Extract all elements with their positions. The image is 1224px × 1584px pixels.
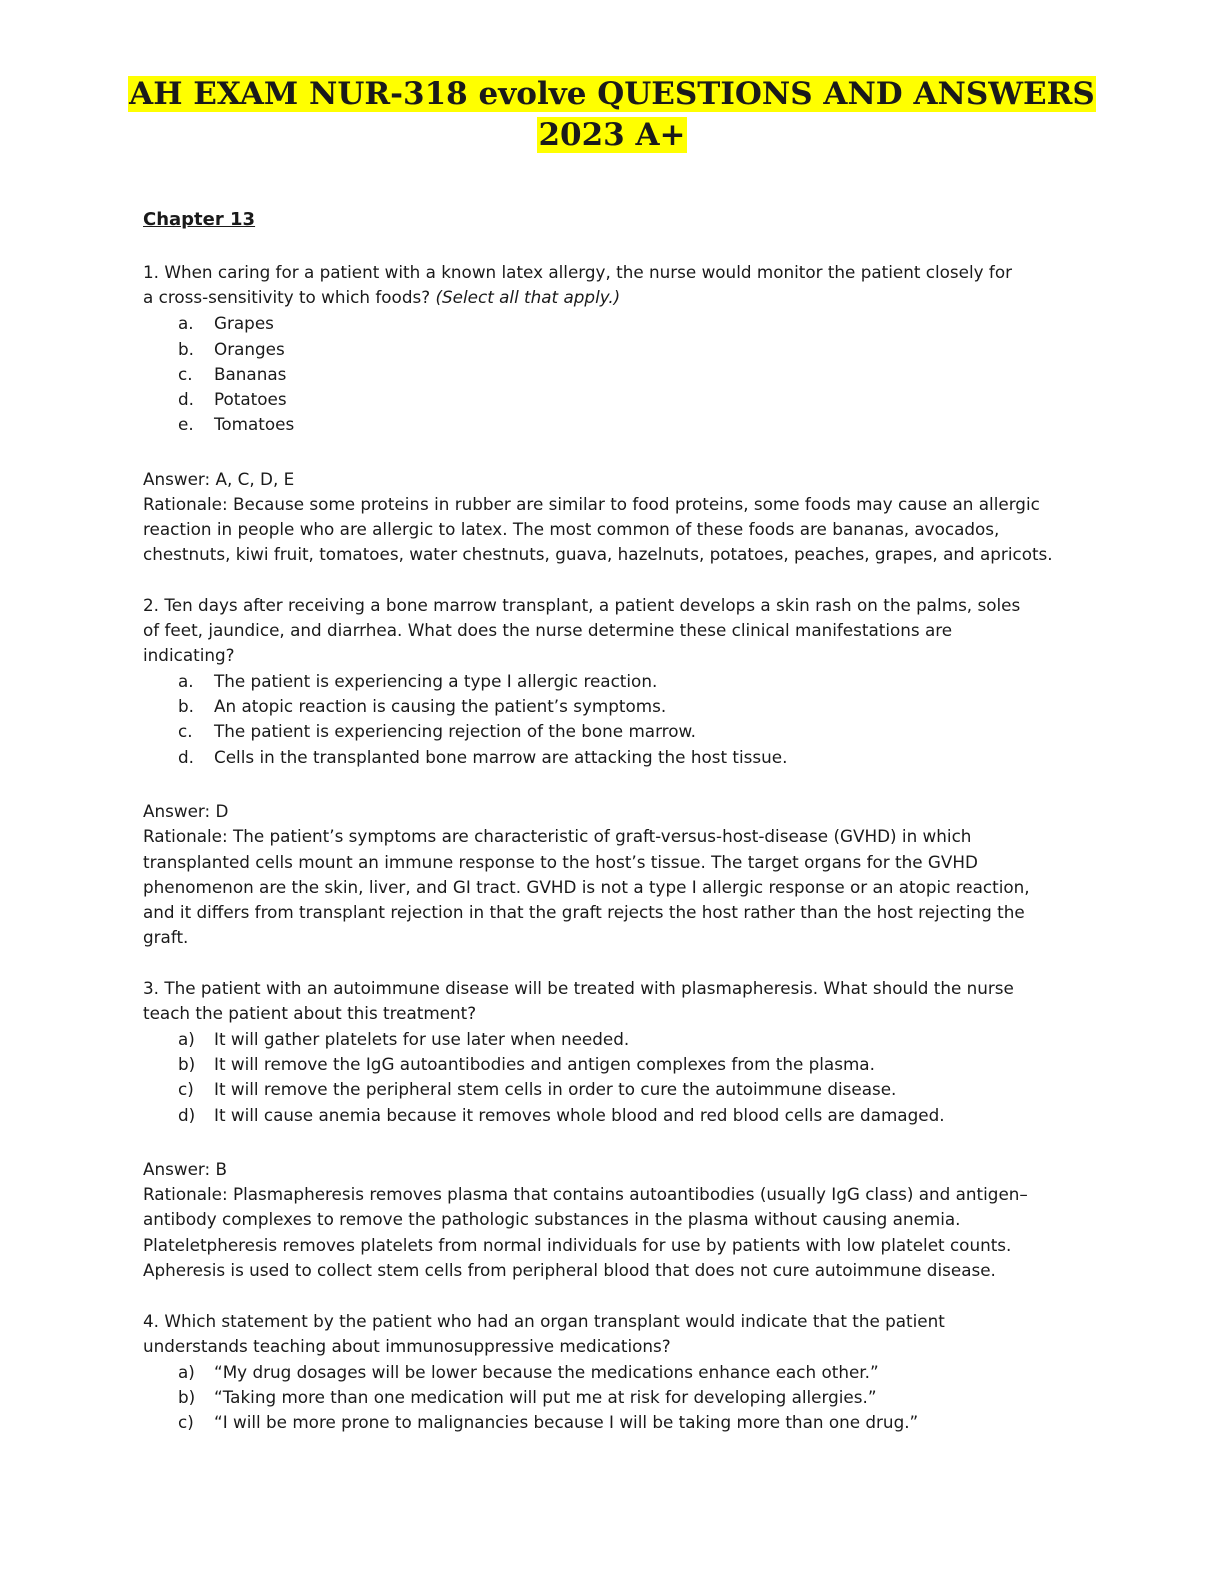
question-1-rationale-line-2: reaction in people who are allergic to latex. The most common of these foods are bananas, avocados, (143, 519, 1000, 539)
question-4-text-line-2: understands teaching about immunosuppressive medications? (143, 1336, 671, 1356)
question-2-answer: Answer: D (143, 801, 229, 821)
question-3-text-line-2: teach the patient about this treatment? (143, 1003, 477, 1023)
question-3-rationale-line-2: antibody complexes to remove the pathologic substances in the plasma without causing anemia. (143, 1209, 961, 1229)
question-1-rationale-line-3: chestnuts, kiwi fruit, tomatoes, water chestnuts, guava, hazelnuts, potatoes, peaches, grapes, and apricots. (143, 544, 1053, 564)
document-page: AH EXAM NUR-318 evolve QUESTIONS AND ANSWERS 2023 A+ Chapter 13 1. When caring for a patient with a known latex allergy, the nurse would monitor the patient closely for a cross-sensitivity to which foods? (Select all that apply.) a. Grapes b. Oranges c. Bananas d. Potatoes e. Tomatoes Answer: A, C, D, E Rationale: Because some proteins in rubber are similar to food proteins, some foods may cause an allergic reaction in people who are allergic to latex. The most common of these foods are bananas, avocados, chestnuts, kiwi fruit, tomatoes, water chestnuts, guava, hazelnuts, potatoes, peaches, grapes, and apricots. 2. Ten days after receiving a bone marrow transplant, a patient develops a skin rash on the palms, soles of feet, jaundice, and diarrhea. What does the nurse determine these clinical manifestations are indicating? a. The patient is experiencing a type I allergic reaction. b. An atopic reaction is causing the patient’s symptoms. c. The patient is experiencing rejection of the bone marrow. d. Cells in the transplanted bone marrow are attacking the host tissue. Answer: D Rationale: The patient’s symptoms are characteristic of graft-versus-host-disease (GVHD) in which transplanted cells mount an immune response to the host’s tissue. The target organs for the GVHD phenomenon are the skin, liver, and GI tract. GVHD is not a type I allergic response or an atopic reaction, and it differs from transplant rejection in that the graft rejects the host rather than the host rejecting the graft. 3. The patient with an autoimmune disease will be treated with plasmapheresis. What should the nurse teach the patient about this treatment? a) It will gather platelets for use later when needed. b) It will remove the IgG autoantibodies and antigen complexes from the plasma. c) It will remove the peripheral stem cells in order to cure the autoimmune disease. d) It will cause anemia because it removes whole blood and red blood cells are damaged. Answer: B Rationale: Plasmapheresis removes plasma that contains autoantibodies (usually IgG class) and antigen– antibody complexes to remove the pathologic substances in the plasma without causing anemia. Plateletpheresis removes platelets from normal individuals for use by patients with low platelet counts. Apheresis is used to collect stem cells from peripheral blood that does not cure autoimmune disease. 4. Which statement by the patient who had an organ transplant would indicate that the patient understands teaching about immunosuppressive medications? a) “My drug dosages will be lower because the medications enhance each other.” b) “Taking more than one medication will put me at risk for developing allergies.” c) “I will be more prone to malignancies because I will be taking more than one drug.” (0, 0, 1224, 1584)
document-title-line-1: AH EXAM NUR-318 evolve QUESTIONS AND ANSWERS (129, 76, 1095, 112)
question-2-rationale-line-4: and it differs from transplant rejection in that the graft rejects the host rather than the host rejecting the (143, 902, 1025, 922)
question-3-text-line-1: 3. The patient with an autoimmune disease will be treated with plasmapheresis. What should the nurse (143, 978, 1014, 998)
question-2-text-line-1: 2. Ten days after receiving a bone marrow transplant, a patient develops a skin rash on the palms, soles (143, 595, 1021, 615)
question-2-text-line-3: indicating? (143, 645, 235, 665)
question-2-rationale-line-2: transplanted cells mount an immune response to the host’s tissue. The target organs for the GVHD (143, 852, 978, 872)
question-1-note: (Select all that apply.) (435, 287, 621, 307)
question-3-rationale-line-4: Apheresis is used to collect stem cells from peripheral blood that does not cure autoimmune disease. (143, 1260, 996, 1280)
question-1-text-line-1: 1. When caring for a patient with a known latex allergy, the nurse would monitor the patient closely for (143, 262, 1012, 282)
question-3-rationale-line-1: Rationale: Plasmapheresis removes plasma that contains autoantibodies (usually IgG class) and antigen– (143, 1184, 1028, 1204)
question-1-answer: Answer: A, C, D, E (143, 469, 295, 489)
question-2-rationale-line-3: phenomenon are the skin, liver, and GI tract. GVHD is not a type I allergic response or an atopic reaction, (143, 877, 1030, 897)
question-2-rationale-line-5: graft. (143, 927, 189, 947)
question-3-answer: Answer: B (143, 1159, 228, 1179)
question-2-rationale-line-1: Rationale: The patient’s symptoms are characteristic of graft-versus-host-disease (GVHD) in which (143, 826, 972, 846)
question-1-text-line-2: a cross-sensitivity to which foods? (Select all that apply.) (143, 287, 621, 307)
chapter-heading: Chapter 13 (143, 209, 256, 230)
question-4-text-line-1: 4. Which statement by the patient who had an organ transplant would indicate that the patient (143, 1311, 945, 1331)
question-3-rationale-line-3: Plateletpheresis removes platelets from normal individuals for use by patients with low platelet counts. (143, 1235, 1012, 1255)
question-1-rationale-line-1: Rationale: Because some proteins in rubber are similar to food proteins, some foods may cause an allergic (143, 494, 1040, 514)
question-2-text-line-2: of feet, jaundice, and diarrhea. What does the nurse determine these clinical manifestations are (143, 620, 953, 640)
document-title-line-2: 2023 A+ (538, 117, 686, 153)
